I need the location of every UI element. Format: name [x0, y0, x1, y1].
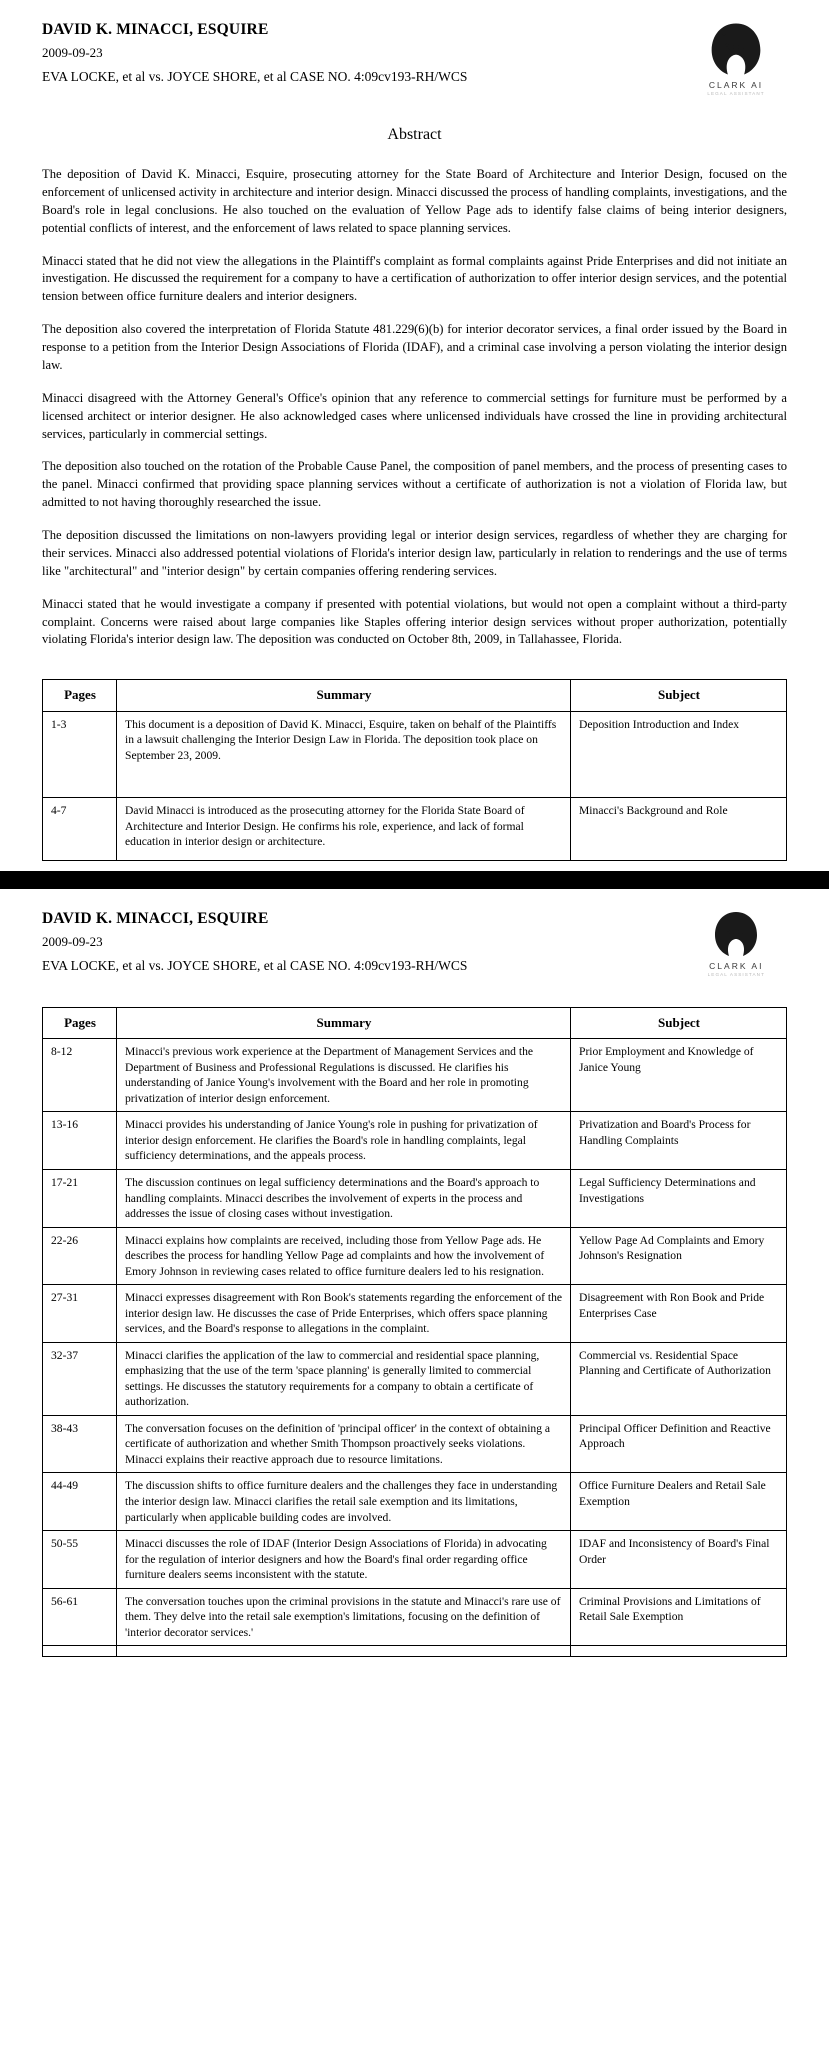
- cell-pages: 27-31: [43, 1285, 117, 1343]
- table-row: [43, 1473, 787, 1531]
- case-caption: EVA LOCKE, et al vs. JOYCE SHORE, et al CASE NO. 4:09cv193-RH/WCS: [42, 69, 468, 85]
- cell-pages: 38-43: [43, 1415, 117, 1473]
- summary-table-section-page2: [30, 1007, 799, 1657]
- case-caption: EVA LOCKE, et al vs. JOYCE SHORE, et al CASE NO. 4:09cv193-RH/WCS: [42, 957, 468, 973]
- cell-pages: 50-55: [43, 1531, 117, 1589]
- summary-table: [42, 679, 787, 861]
- document-date: 2009-09-23: [42, 933, 103, 949]
- abstract-paragraph: Minacci stated that he would investigate a company if presented with potential violations, but would not open a complaint without a third-party complaint. Concerns were raised about large companies like Staples offering interior design services without proper authorization, potentially violating Florida's interior design law. The deposition was conducted on October 8th, 2009, in Tallahassee, Florida.: [42, 596, 787, 647]
- abstract-paragraph: The deposition of David K. Minacci, Esquire, prosecuting attorney for the State Board of Architecture and Interior Design, focused on the enforcement of unlicensed activity in architecture and interior design. Minacci discussed the process of handling complaints, investigations, and the Board's role in legal conclusions. He also touched on the evaluation of Yellow Page ads to identify false claims of being interior designers, potential conflicts of interest, and the enforcement of laws related to space planning services.: [42, 167, 787, 235]
- column-header-pages: Pages: [43, 680, 117, 711]
- cell-summary: [117, 1646, 571, 1657]
- cell-summary: This document is a deposition of David K. Minacci, Esquire, taken on behalf of the Plaintiffs in a lawsuit challenging the Interior Design Law in Florida. The deposition took place on September 23, 2009.: [117, 711, 571, 798]
- summary-table: [42, 1007, 787, 1657]
- abstract-paragraph: The deposition also covered the interpretation of Florida Statute 481.229(6)(b) for interior decorator services, a final order issued by the Board in response to a petition from the Interior Design Associations of Florida (IDAF), and a criminal case involving a person violating the interior design law.: [42, 322, 787, 372]
- summary-table-section-page1: [30, 679, 799, 861]
- cell-summary: Minacci explains how complaints are received, including those from Yellow Page ads. He describes the process for handling Yellow Page ad complaints and how the involvement of Emory Johnson in reviewing cases related to office furniture dealers led to his resignation.: [117, 1227, 571, 1285]
- logo-subwordmark: LEGAL ASSISTANT: [707, 91, 765, 96]
- cell-pages: 13-16: [43, 1112, 117, 1170]
- cell-summary: Minacci provides his understanding of Janice Young's role in pushing for privatization of interior design enforcement. He clarifies the Board's role in handling complaints, legal sufficiency determinations, and the appeals process.: [117, 1112, 571, 1170]
- cell-summary: Minacci's previous work experience at the Department of Management Services and the Department of Business and Professional Regulations is discussed. He clarifies his understanding of Janice Young's involvement with the Board and her role in promoting privatization of interior design enforcement.: [117, 1039, 571, 1112]
- cell-subject: Disagreement with Ron Book and Pride Enterprises Case: [571, 1285, 787, 1343]
- page-title: DAVID K. MINACCI, ESQUIRE: [42, 21, 269, 38]
- cell-summary: The discussion shifts to office furniture dealers and the challenges they face in understanding the interior design law. Minacci clarifies the retail sale exemption and its limitations, particularly when applicable building codes are involved.: [117, 1473, 571, 1531]
- document-date: 2009-09-23: [42, 44, 103, 60]
- cell-pages: 17-21: [43, 1169, 117, 1227]
- page-header: [30, 907, 799, 977]
- cell-subject: Principal Officer Definition and Reactive Approach: [571, 1415, 787, 1473]
- clark-ai-robot-icon: [707, 20, 765, 78]
- abstract-paragraph: The deposition also touched on the rotation of the Probable Cause Panel, the composition of panel members, and the process of presenting cases to the panel. Minacci confirmed that providing space planning services without a certificate of authorization is not a violation of Florida law, but admitted to not having thoroughly researched the issue.: [42, 459, 787, 510]
- table-row: [43, 1531, 787, 1589]
- abstract-paragraph: The deposition discussed the limitations on non-lawyers providing legal or interior design services, regardless of whether they are charging for their services. Minacci also addressed potential violations of Florida's interior design law, particularly in relation to renderings and the use of terms like "architectural" and "interior design" by certain companies offering rendering services.: [42, 528, 787, 578]
- cell-pages: 1-3: [43, 711, 117, 798]
- cell-pages: 44-49: [43, 1473, 117, 1531]
- table-header-row: [43, 1007, 787, 1038]
- table-row: [43, 1588, 787, 1646]
- cell-subject: Prior Employment and Knowledge of Janice Young: [571, 1039, 787, 1112]
- brand-logo: [707, 18, 787, 96]
- cell-subject: [571, 1646, 787, 1657]
- table-row: [43, 1112, 787, 1170]
- cell-subject: Legal Sufficiency Determinations and Investigations: [571, 1169, 787, 1227]
- logo-wordmark: CLARK AI: [709, 960, 764, 971]
- cell-pages: [43, 1646, 117, 1657]
- column-header-pages: Pages: [43, 1007, 117, 1038]
- table-row: [43, 1039, 787, 1112]
- table-row: [43, 1227, 787, 1285]
- page-1: [0, 0, 829, 871]
- abstract-paragraph: Minacci disagreed with the Attorney General's Office's opinion that any reference to commercial settings for furniture must be performed by a licensed architect or interior designer. He also acknowledged cases where unlicensed individuals have crossed the line in providing architectural services, particularly in commercial settings.: [42, 390, 787, 441]
- column-header-summary: Summary: [117, 1007, 571, 1038]
- cell-summary: Minacci expresses disagreement with Ron Book's statements regarding the enforcement of the interior design law. He discusses the case of Pride Enterprises, which offers space planning services, and the Board's response to allegations in the complaint.: [117, 1285, 571, 1343]
- brand-logo: [708, 907, 787, 977]
- cell-pages: 4-7: [43, 798, 117, 861]
- header-text-block: [42, 18, 467, 88]
- abstract-paragraph: Minacci stated that he did not view the allegations in the Plaintiff's complaint as formal complaints against Pride Enterprises and did not initiate an investigation. He discussed the requirement for a company to have a certification of authorization to offer interior design services, and the potential tension between office furniture dealers and interior designers.: [42, 253, 787, 304]
- cell-summary: Minacci clarifies the application of the law to commercial and residential space planning, emphasizing that the use of the term 'space planning' is generally limited to commercial settings. He discusses the statutory requirements for a company to obtain a certificate of authorization.: [117, 1342, 571, 1415]
- table-row: [43, 711, 787, 798]
- table-row: [43, 1342, 787, 1415]
- abstract-heading: Abstract: [387, 126, 442, 143]
- cell-subject: Office Furniture Dealers and Retail Sale Exemption: [571, 1473, 787, 1531]
- page-header: [30, 18, 799, 96]
- cell-subject: Minacci's Background and Role: [571, 798, 787, 861]
- cell-summary: Minacci discusses the role of IDAF (Interior Design Associations of Florida) in advocating for the regulation of interior designers and how the Board's final order regarding office furniture dealers seems inconsistent with the statute.: [117, 1531, 571, 1589]
- cell-summary: The conversation touches upon the criminal provisions in the statute and Minacci's rare use of them. They delve into the retail sale exemption's limitations, focusing on the definition of 'interior decorator services.': [117, 1588, 571, 1646]
- cell-summary: David Minacci is introduced as the prosecuting attorney for the Florida State Board of Architecture and Interior Design. He confirms his role, experience, and lack of formal education in interior design or architecture.: [117, 798, 571, 861]
- cell-subject: Privatization and Board's Process for Handling Complaints: [571, 1112, 787, 1170]
- column-header-summary: Summary: [117, 680, 571, 711]
- cell-summary: The conversation focuses on the definition of 'principal officer' in the context of obtaining a certificate of authorization and whether Smith Thompson proactively seeks violations. Minacci explains their reactive approach due to resource limitations.: [117, 1415, 571, 1473]
- cell-subject: Criminal Provisions and Limitations of Retail Sale Exemption: [571, 1588, 787, 1646]
- table-row: [43, 798, 787, 861]
- table-header-row: [43, 680, 787, 711]
- cell-pages: 32-37: [43, 1342, 117, 1415]
- logo-subwordmark: LEGAL ASSISTANT: [707, 971, 765, 977]
- table-row: [43, 1169, 787, 1227]
- clark-ai-robot-icon: [711, 909, 761, 959]
- table-row: [43, 1415, 787, 1473]
- page-title: DAVID K. MINACCI, ESQUIRE: [42, 909, 269, 927]
- logo-wordmark: CLARK AI: [708, 80, 764, 90]
- table-row: [43, 1285, 787, 1343]
- column-header-subject: Subject: [571, 1007, 787, 1038]
- cell-subject: IDAF and Inconsistency of Board's Final Order: [571, 1531, 787, 1589]
- table-row: [43, 1646, 787, 1657]
- cell-pages: 22-26: [43, 1227, 117, 1285]
- cell-subject: Yellow Page Ad Complaints and Emory Johnson's Resignation: [571, 1227, 787, 1285]
- cell-summary: The discussion continues on legal sufficiency determinations and the Board's approach to handling complaints. Minacci describes the involvement of experts in the process and addresses the issue of closing cases without investigation.: [117, 1169, 571, 1227]
- column-header-subject: Subject: [571, 680, 787, 711]
- cell-pages: 8-12: [43, 1039, 117, 1112]
- cell-subject: Commercial vs. Residential Space Planning and Certificate of Authorization: [571, 1342, 787, 1415]
- abstract-section: [30, 126, 799, 649]
- page-separator: [0, 871, 829, 889]
- cell-subject: Deposition Introduction and Index: [571, 711, 787, 798]
- page-2: [0, 889, 829, 1667]
- header-text-block: [42, 907, 467, 977]
- cell-pages: 56-61: [43, 1588, 117, 1646]
